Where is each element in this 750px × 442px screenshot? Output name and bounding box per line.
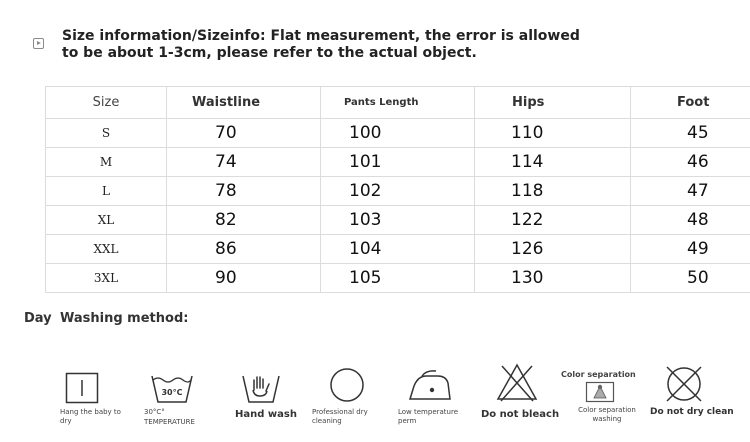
pants-length-cell: 104 (321, 235, 475, 264)
hang-dry-icon (65, 372, 99, 404)
header-hips: Hips (475, 87, 631, 119)
washing-method-title: Washing method: (60, 311, 189, 326)
professional-dry-clean-icon (329, 367, 365, 403)
foot-cell: 49 (631, 235, 750, 264)
hips-cell: 118 (475, 177, 631, 206)
header-size: Size (46, 87, 167, 119)
foot-cell: 50 (631, 264, 750, 293)
professional-dry-clean-caption: Professional dry cleaning (312, 408, 368, 425)
color-separation-top-caption: Color separation (561, 370, 636, 379)
size-note-line-2: to be about 1-3cm, please refer to the actual object. (62, 45, 477, 61)
header-foot: Foot (631, 87, 750, 119)
do-not-dry-clean-icon (664, 364, 704, 404)
hips-cell: 114 (475, 148, 631, 177)
size-cell: S (46, 119, 167, 148)
pants-length-cell: 103 (321, 206, 475, 235)
size-note-line-1: Size information/Sizeinfo: Flat measurement, the error is allowed (62, 28, 580, 44)
foot-cell: 45 (631, 119, 750, 148)
hips-cell: 130 (475, 264, 631, 293)
pants-length-cell: 105 (321, 264, 475, 293)
size-cell: M (46, 148, 167, 177)
low-temp-iron-icon (408, 368, 452, 402)
table-row (46, 148, 750, 177)
washing-day-label: Day (24, 311, 52, 326)
waistline-cell: 70 (167, 119, 321, 148)
hang-dry-caption: Hang the baby to dry (60, 408, 121, 425)
do-not-dry-clean-caption: Do not dry clean (650, 407, 734, 417)
table-row (46, 119, 750, 148)
hand-wash-caption: Hand wash (235, 409, 297, 420)
waistline-cell: 86 (167, 235, 321, 264)
header-pants-length: Pants Length (321, 87, 475, 119)
pants-length-cell: 100 (321, 119, 475, 148)
low-temp-iron-caption: Low temperature perm (398, 408, 459, 425)
size-note (62, 28, 662, 62)
size-cell: XL (46, 206, 167, 235)
pants-length-cell: 102 (321, 177, 475, 206)
waistline-cell: 90 (167, 264, 321, 293)
foot-cell: 47 (631, 177, 750, 206)
waistline-cell: 82 (167, 206, 321, 235)
table-header-row (46, 87, 750, 119)
header-waistline: Waistline (167, 87, 321, 119)
hips-cell: 122 (475, 206, 631, 235)
do-not-bleach-caption: Do not bleach (481, 409, 560, 420)
size-cell: XXL (46, 235, 167, 264)
hips-cell: 110 (475, 119, 631, 148)
hips-cell: 126 (475, 235, 631, 264)
wash-30c-badge: 30°C (161, 388, 183, 397)
do-not-bleach-icon (496, 362, 538, 402)
wash-30c-caption-2: TEMPERATURE (144, 418, 195, 426)
size-table (45, 86, 750, 293)
hand-wash-icon (241, 372, 281, 404)
color-separation-caption: Color separation washing (578, 406, 636, 423)
size-cell: L (46, 177, 167, 206)
waistline-cell: 74 (167, 148, 321, 177)
table-row (46, 235, 750, 264)
waistline-cell: 78 (167, 177, 321, 206)
foot-cell: 48 (631, 206, 750, 235)
wash-30c-caption-1: 30°C° (144, 408, 165, 416)
table-row (46, 177, 750, 206)
color-separation-icon (585, 381, 615, 403)
table-row (46, 264, 750, 293)
pants-length-cell: 101 (321, 148, 475, 177)
table-row (46, 206, 750, 235)
size-cell: 3XL (46, 264, 167, 293)
foot-cell: 46 (631, 148, 750, 177)
play-icon (33, 38, 44, 49)
wash-30c-icon (150, 370, 194, 404)
